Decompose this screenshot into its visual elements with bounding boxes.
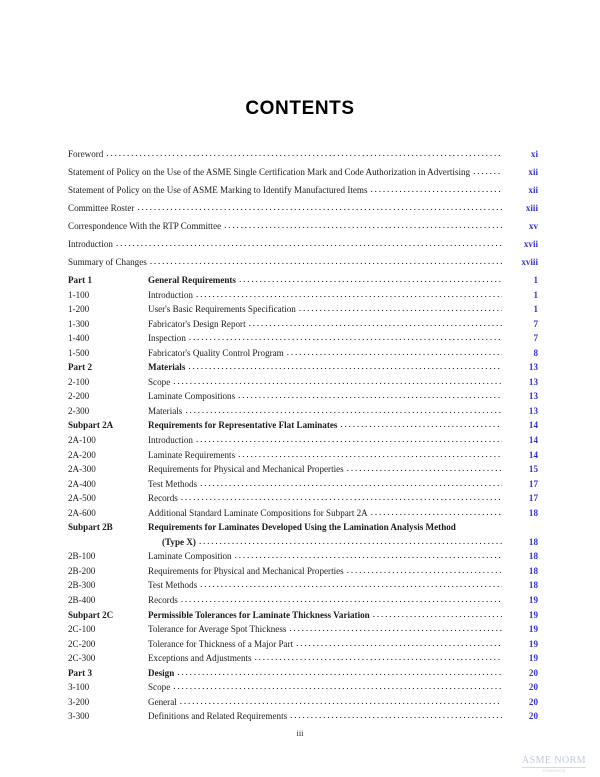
toc-entry-page-number: 18 [528, 551, 538, 562]
toc-entry-page-number: 18 [528, 580, 538, 591]
dot-leader [181, 493, 502, 502]
toc-entry-title: Test Methods [148, 478, 198, 489]
toc-entry-title: Requirements for Laminates Developed Using the Lamination Analysis Method [148, 522, 456, 533]
toc-row[interactable] [68, 305, 538, 320]
toc-entry-number: 2B-300 [68, 580, 96, 591]
toc-entry-title: Inspection [148, 333, 186, 344]
toc-entry-number: Part 1 [68, 275, 92, 285]
front-matter-row[interactable] [68, 204, 538, 222]
dot-leader [200, 580, 502, 589]
toc-row[interactable] [68, 378, 538, 393]
toc-row[interactable] [68, 363, 538, 378]
toc-entry-page-number: 13 [528, 405, 538, 416]
toc-row[interactable] [68, 712, 538, 727]
toc-row[interactable] [68, 654, 538, 669]
toc-entry-page-number: xi [530, 149, 538, 159]
front-matter-row[interactable] [68, 258, 538, 276]
toc-entry-title: Laminate Requirements [148, 449, 236, 460]
toc-entry-page-number: xvii [523, 239, 538, 249]
toc-entry-title: (Type X) [162, 536, 196, 547]
toc-entry-title: Additional Standard Laminate Compositions for Subpart 2A [148, 507, 368, 518]
toc-entry-title: Requirements for Representative Flat Laminates [148, 420, 338, 431]
toc-entry-title: Laminate Compositions [148, 391, 236, 402]
toc-entry-number: Subpart 2B [68, 522, 113, 533]
toc-row[interactable] [68, 421, 538, 436]
toc-entry-number: Part 3 [68, 667, 92, 678]
toc-entry-page-number: 14 [528, 420, 538, 431]
toc-entry-page-number: xv [528, 221, 538, 231]
toc-entry-number: 2C-100 [68, 624, 96, 635]
toc-entry-page-number: 14 [528, 435, 538, 446]
dot-leader [239, 275, 502, 284]
toc-entry-title: Laminate Composition [148, 551, 232, 562]
toc-entry-title: Summary of Changes [68, 257, 147, 267]
toc-entry-page-number: 19 [528, 653, 538, 664]
toc-entry-page-number: 18 [528, 565, 538, 576]
dot-leader [238, 391, 502, 400]
toc-entry-title: Exceptions and Adjustments [148, 653, 252, 664]
front-matter-row[interactable] [68, 168, 538, 186]
toc-entry-page-number: 19 [528, 624, 538, 635]
toc-entry-number: 1-500 [68, 347, 90, 358]
toc-entry-title: Committee Roster [68, 203, 135, 213]
dot-leader [371, 508, 502, 517]
front-matter-list [68, 150, 538, 276]
toc-entry-page-number: 20 [528, 711, 538, 722]
toc-entry-number: 2A-200 [68, 449, 96, 460]
toc-entry-number: 1-200 [68, 304, 90, 315]
toc-entry-page-number: xviii [521, 257, 538, 267]
dot-leader [296, 639, 502, 648]
toc-entry-number: Part 2 [68, 362, 92, 373]
dot-leader [371, 185, 502, 194]
toc-row[interactable] [68, 465, 538, 480]
toc-entry-page-number: 1 [533, 275, 538, 285]
toc-entry-title: Statement of Policy on the Use of ASME Marking to Identify Manufactured Items [68, 185, 368, 195]
toc-row[interactable] [68, 669, 538, 684]
toc-entry-title: Design [148, 667, 175, 678]
toc-entry-title: Permissible Tolerances for Laminate Thickness Variation [148, 609, 370, 620]
toc-entry-number: 2A-100 [68, 435, 96, 446]
toc-entry-number: 2C-200 [68, 638, 96, 649]
asme-norm-logo-text: ASME NORM [522, 754, 586, 766]
toc-entry-number: 1-300 [68, 318, 90, 329]
toc-entry-number: 2-300 [68, 405, 90, 416]
toc-entry-title: Correspondence With the RTP Committee [68, 221, 222, 231]
front-matter-row[interactable] [68, 240, 538, 258]
toc-entry-page-number: 13 [528, 362, 538, 373]
body-entry-list [68, 276, 538, 727]
toc-entry-title: Scope [148, 682, 171, 693]
toc-entry-page-number: 14 [528, 449, 538, 460]
toc-entry-page-number: 15 [528, 464, 538, 475]
toc-entry-number: 1-400 [68, 333, 90, 344]
toc-entry-title: Introduction [148, 289, 193, 300]
toc-entry-page-number: 20 [528, 682, 538, 693]
toc-entry-page-number: 17 [528, 478, 538, 489]
toc-entry-page-number: 7 [533, 333, 538, 344]
toc-entry-title: Statement of Policy on the Use of the ASME Single Certification Mark and Code Authorization in Advertising [68, 167, 471, 177]
dot-leader [150, 257, 502, 266]
front-matter-row[interactable] [68, 222, 538, 240]
dot-leader [290, 711, 502, 720]
toc-entry-title: Introduction [68, 239, 113, 249]
toc-entry-page-number: 20 [528, 667, 538, 678]
toc-row[interactable] [68, 494, 538, 509]
toc-entry-title: Requirements for Physical and Mechanical Properties [148, 464, 344, 475]
front-matter-row[interactable] [68, 186, 538, 204]
toc-entry-title: Introduction [148, 435, 193, 446]
toc-row[interactable] [68, 480, 538, 495]
toc-entry-number: 2B-200 [68, 565, 96, 576]
dot-leader [235, 551, 502, 560]
toc-row[interactable] [68, 451, 538, 466]
asme-norm-logo [516, 756, 592, 774]
toc-entry-number: 2A-400 [68, 478, 96, 489]
toc-entry-number: 2-100 [68, 376, 90, 387]
dot-leader [196, 290, 502, 299]
toc-entry-page-number: 1 [533, 304, 538, 315]
toc-entry-page-number: 1 [533, 289, 538, 300]
toc-entry-title: General Requirements [148, 275, 236, 285]
toc-entry-number: Subpart 2C [68, 609, 114, 620]
toc-row[interactable] [68, 407, 538, 422]
dot-leader [196, 435, 502, 444]
dot-leader [173, 377, 502, 386]
toc-entry-page-number: 18 [528, 536, 538, 547]
toc-entry-page-number: 19 [528, 595, 538, 606]
toc-entry-number: 3-100 [68, 682, 90, 693]
folio-page-number: iii [296, 729, 304, 738]
toc-row-heading[interactable] [68, 523, 538, 538]
toc-row[interactable] [68, 291, 538, 306]
toc-row[interactable] [68, 552, 538, 567]
toc-entry-page-number: 20 [528, 696, 538, 707]
dot-leader [181, 595, 502, 604]
toc-entry-title: User's Basic Requirements Specification [148, 304, 296, 315]
toc-entry-page-number: 8 [533, 347, 538, 358]
toc-entry-title: Records [148, 493, 178, 504]
toc-row[interactable] [68, 276, 538, 291]
toc-row[interactable] [68, 625, 538, 640]
toc-row[interactable] [68, 698, 538, 713]
toc-entry-number: 1-100 [68, 289, 90, 300]
toc-entry-page-number: 19 [528, 638, 538, 649]
toc-entry-title: General [148, 696, 177, 707]
toc-entry-number: 2A-600 [68, 507, 96, 518]
dot-leader [238, 450, 502, 459]
toc-entry-page-number: 17 [528, 493, 538, 504]
toc-entry-page-number: 13 [528, 391, 538, 402]
toc-row[interactable] [68, 611, 538, 626]
toc-row[interactable] [68, 509, 538, 524]
asme-norm-logo-subtitle: STANDARDS [542, 769, 566, 773]
dot-leader [249, 319, 502, 328]
toc-row[interactable] [68, 683, 538, 698]
toc-entry-title: Test Methods [148, 580, 198, 591]
dot-leader [289, 624, 502, 633]
dot-leader [185, 406, 502, 415]
toc-entry-title: Fabricator's Quality Control Program [148, 347, 284, 358]
dot-leader [177, 668, 502, 677]
toc-row[interactable] [68, 581, 538, 596]
dot-leader [347, 464, 502, 473]
toc-entry-number: 2B-100 [68, 551, 96, 562]
front-matter-row[interactable] [68, 150, 538, 168]
dot-leader [299, 304, 502, 313]
dot-leader [224, 221, 502, 230]
toc-entry-page-number: 13 [528, 376, 538, 387]
toc-entry-title: Records [148, 595, 178, 606]
dot-leader [340, 420, 502, 429]
toc-entry-page-number: xii [528, 185, 538, 195]
toc-entry-title: Definitions and Related Requirements [148, 711, 288, 722]
toc-row-heading-continuation[interactable] [68, 538, 538, 553]
toc-row[interactable] [68, 596, 538, 611]
toc-entry-page-number: xii [528, 167, 538, 177]
page-title: CONTENTS [245, 98, 355, 119]
dot-leader [137, 203, 502, 212]
toc-entry-number: 3-200 [68, 696, 90, 707]
dot-leader [106, 149, 502, 158]
toc-row[interactable] [68, 320, 538, 335]
toc-entry-number: Subpart 2A [68, 420, 114, 431]
toc-entry-title: Scope [148, 376, 171, 387]
dot-leader [200, 479, 502, 488]
toc-row[interactable] [68, 567, 538, 582]
toc-entry-number: 2A-300 [68, 464, 96, 475]
toc-entry-page-number: 18 [528, 507, 538, 518]
toc-row[interactable] [68, 349, 538, 364]
toc-entry-number: 3-300 [68, 711, 90, 722]
dot-leader [287, 348, 502, 357]
toc-entry-title: Requirements for Physical and Mechanical Properties [148, 565, 344, 576]
dot-leader [180, 697, 502, 706]
dot-leader [189, 333, 502, 342]
dot-leader [255, 653, 502, 662]
toc-entry-number: 2-200 [68, 391, 90, 402]
dot-leader [188, 362, 502, 371]
toc-row[interactable] [68, 334, 538, 349]
toc-entry-title: Foreword [68, 149, 104, 159]
toc-row[interactable] [68, 640, 538, 655]
toc-entry-page-number: 19 [528, 609, 538, 620]
toc-row[interactable] [68, 392, 538, 407]
toc-entry-title: Fabricator's Design Report [148, 318, 246, 329]
toc-entry-page-number: 7 [533, 318, 538, 329]
dot-leader [116, 239, 502, 248]
toc-entry-title: Tolerance for Average Spot Thickness [148, 624, 287, 635]
dot-leader [473, 167, 502, 176]
dot-leader [347, 566, 502, 575]
toc-entry-page-number: xiii [525, 203, 538, 213]
toc-row[interactable] [68, 436, 538, 451]
toc-entry-number: 2A-500 [68, 493, 96, 504]
dot-leader [373, 610, 502, 619]
toc-entry-number: 2B-400 [68, 595, 96, 606]
toc-entry-title: Tolerance for Thickness of a Major Part [148, 638, 294, 649]
dot-leader [173, 682, 502, 691]
table-of-contents [68, 150, 538, 727]
asme-norm-logo-rule [522, 767, 586, 768]
toc-entry-title: Materials [148, 405, 183, 416]
toc-entry-title: Materials [148, 362, 186, 373]
dot-leader [199, 537, 502, 546]
toc-entry-number: 2C-300 [68, 653, 96, 664]
